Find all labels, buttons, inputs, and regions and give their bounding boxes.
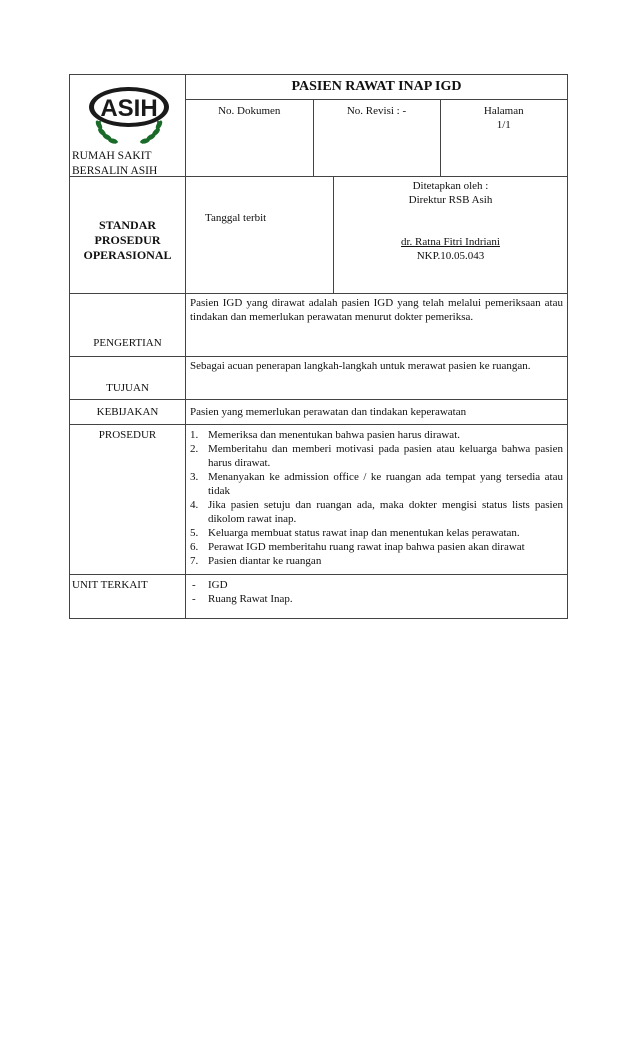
page-value: 1/1: [496, 119, 511, 131]
unit-terkait-label-text: UNIT TERKAIT: [72, 579, 148, 591]
prosedur-steps: [186, 425, 568, 575]
list-item: [190, 442, 563, 470]
hospital-logo-cell: [70, 75, 186, 177]
tujuan-label-text: TUJUAN: [106, 382, 149, 394]
approver-name: dr. Ratna Fitri Indriani: [401, 236, 500, 248]
sop-row: [70, 177, 568, 294]
step-text: Jika pasien setuju dan ruangan ada, maka dokter mengisi status lists pasien dikolom rawat inap.: [208, 499, 563, 525]
pengertian-text: [186, 294, 568, 357]
sop-label-cell: [70, 177, 186, 294]
kebijakan-label-text: KEBIJAKAN: [96, 406, 159, 418]
step-number: 4.: [190, 499, 199, 511]
sop-line2: PROSEDUR: [94, 232, 161, 247]
step-text: Memberitahu dan memberi motivasi pada pasien atau keluarga bahwa pasien harus dirawat.: [208, 443, 563, 469]
sop-line3: OPERASIONAL: [83, 247, 172, 262]
tujuan-label: [70, 357, 186, 400]
prosedur-label-text: PROSEDUR: [98, 429, 157, 441]
prosedur-list: [190, 428, 563, 568]
unit-terkait-label: [70, 575, 186, 619]
tujuan-row: [70, 357, 568, 400]
kebijakan-label: [70, 400, 186, 425]
step-text: Perawat IGD memberitahu ruang rawat inap bahwa pasien akan dirawat: [208, 541, 525, 553]
step-number: 1.: [190, 429, 199, 441]
page-label: Halaman: [483, 105, 524, 117]
step-text: Pasien diantar ke ruangan: [208, 555, 322, 567]
list-item: [190, 428, 563, 442]
step-number: 7.: [190, 555, 199, 567]
list-item: - Ruang Rawat Inap.: [208, 592, 563, 606]
doc-number-cell: [186, 100, 313, 177]
issue-date-label: Tanggal terbit: [205, 212, 267, 224]
step-text: Keluarga membuat status rawat inap dan menentukan kelas perawatan.: [208, 527, 520, 539]
unit-terkait-row: [70, 575, 568, 619]
list-item: [190, 470, 563, 498]
step-text: Memeriksa dan menentukan bahwa pasien harus dirawat.: [208, 429, 460, 441]
laurel-wreath-logo-icon: [86, 85, 172, 147]
list-item: - IGD: [208, 578, 563, 592]
unit-terkait-items: [186, 575, 568, 619]
doc-info-row: [186, 99, 567, 176]
sop-line1: STANDAR: [98, 217, 157, 232]
step-number: 6.: [190, 541, 199, 553]
step-text: Menanyakan ke admission office / ke ruangan ada tempat yang tersedia atau tidak: [208, 471, 563, 497]
logo-text: ASIH: [100, 95, 158, 122]
doc-number-label: No. Dokumen: [218, 105, 281, 117]
approver-title: Direktur RSB Asih: [408, 194, 493, 206]
list-item: [190, 498, 563, 526]
hospital-logo: [86, 85, 172, 147]
step-number: 2.: [190, 443, 199, 455]
document-title: PASIEN RAWAT INAP IGD: [291, 79, 462, 94]
pengertian-label-text: PENGERTIAN: [93, 337, 162, 349]
title-cell: [186, 75, 568, 177]
kebijakan-text: [186, 400, 568, 425]
pengertian-label: [70, 294, 186, 357]
prosedur-label: [70, 425, 186, 575]
list-item: [190, 526, 563, 540]
approval-cell: [334, 177, 568, 293]
revision-label: No. Revisi : -: [346, 105, 407, 117]
issue-date-cell: [186, 177, 334, 293]
tujuan-text-content: Sebagai acuan penerapan langkah-langkah untuk merawat pasien ke ruangan.: [190, 360, 531, 372]
header-row: [70, 75, 568, 177]
pengertian-text-content: Pasien IGD yang dirawat adalah pasien IGD yang telah melalui pemeriksaan atau tindakan dan memerlukan perawatan menurut dokter pemeriksa.: [190, 297, 563, 323]
kebijakan-row: [70, 400, 568, 425]
list-item: [190, 554, 563, 568]
revision-cell: [313, 100, 440, 177]
list-item: [190, 540, 563, 554]
pengertian-row: [70, 294, 568, 357]
hospital-name-line2: BERSALIN ASIH: [72, 165, 158, 177]
prosedur-row: [70, 425, 568, 575]
unit-terkait-list: [190, 578, 563, 606]
step-number: 5.: [190, 527, 199, 539]
kebijakan-text-content: Pasien yang memerlukan perawatan dan tindakan keperawatan: [190, 406, 467, 418]
page-cell: [440, 100, 567, 177]
step-number: 3.: [190, 471, 199, 483]
issue-approval-cell: [186, 177, 568, 294]
approved-by-label: Ditetapkan oleh :: [412, 180, 489, 192]
hospital-name-line1: RUMAH SAKIT: [72, 150, 152, 162]
hospital-name: [72, 149, 157, 179]
tujuan-text: [186, 357, 568, 400]
sop-document-table: [69, 74, 568, 619]
approver-nkp: NKP.10.05.043: [416, 250, 485, 262]
issue-approval-table: [186, 177, 567, 293]
